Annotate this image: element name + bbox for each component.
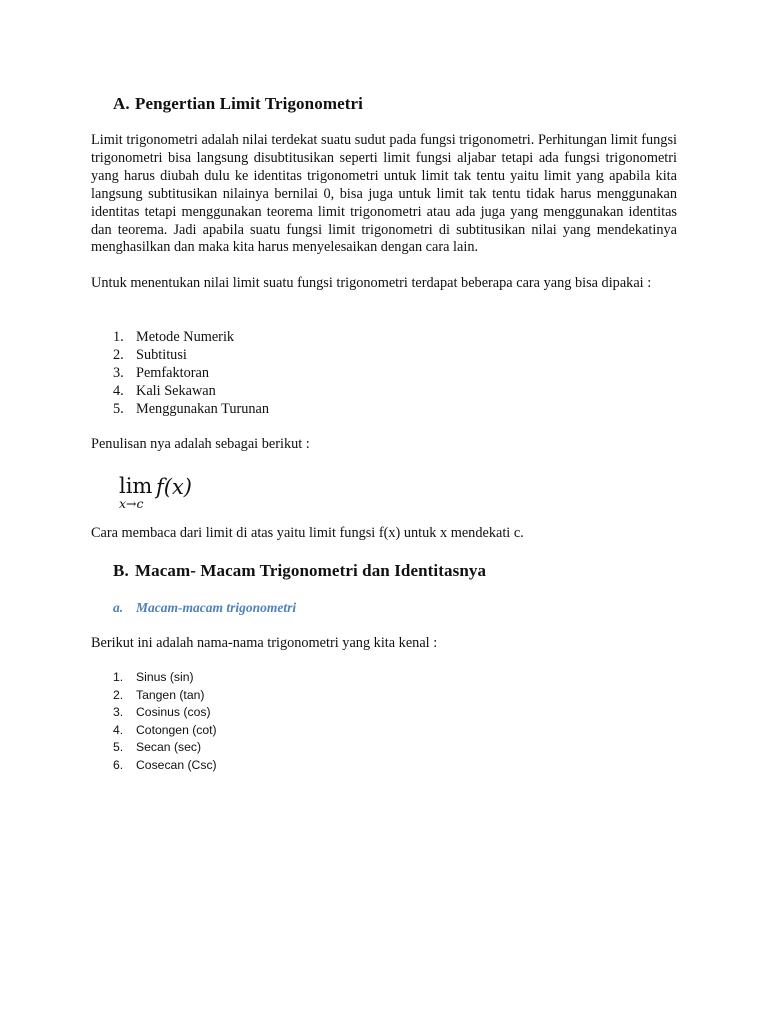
paragraph-names-intro: Berikut ini adalah nama-nama trigonometri yang kita kenal : — [91, 635, 438, 651]
list-item — [91, 347, 269, 365]
section-b-heading — [113, 561, 486, 581]
list-item — [91, 722, 217, 740]
list-item-label: Cosecan (Csc) — [136, 757, 217, 772]
subsection-a-number: a. — [113, 600, 124, 615]
list-item — [91, 757, 217, 775]
paragraph-definition: Limit trigonometri adalah nilai terdekat suatu sudut pada fungsi trigonometri. Perhitungan limit fungsi trigonometri bisa langsung disubtitusikan seperti limit fungsi aljabar tetapi ada fungsi trigonometri yang harus diubah dulu ke identitas trigonometri untuk limit tak tentu yaitu limit yang apabila kita langsung subtitusikan nilainya bernilai 0, bisa juga untuk limit tak tentu tidak harus menggunakan identitas tetapi menggunakan teorema limit trigonometri atau ada juga yang menggunakan identitas dan teorema. Jadi apabila suatu fungsi limit trigonometri di subtitusikan nilai yang mendekatinya menghasilkan dan maka kita harus menyelesaikan dengan cara lain. — [91, 132, 677, 256]
section-b-number: B. — [113, 561, 129, 580]
section-a-number: A. — [113, 94, 130, 113]
list-marker: 5. — [113, 740, 124, 755]
list-item-label: Tangen (tan) — [136, 687, 205, 702]
list-marker: 3. — [113, 364, 124, 381]
list-marker: 1. — [113, 329, 124, 345]
list-item — [91, 669, 217, 687]
section-b-title: Macam- Macam Trigonometri dan Identitasnya — [135, 561, 487, 580]
list-item-label: Subtitusi — [136, 346, 187, 363]
list-marker: 4. — [113, 722, 124, 737]
list-item-label: Cosinus (cos) — [136, 705, 211, 720]
list-marker: 2. — [113, 687, 124, 702]
formula-lim: lim — [119, 474, 153, 498]
list-item — [91, 365, 269, 383]
list-item-label: Cotongen (cot) — [136, 722, 217, 737]
list-item-label: Menggunakan Turunan — [136, 400, 270, 417]
section-a-title: Pengertian Limit Trigonometri — [135, 94, 363, 113]
list-item — [91, 704, 217, 722]
section-a-heading — [113, 94, 363, 114]
subsection-a-heading — [113, 600, 296, 616]
list-item — [91, 383, 269, 401]
list-marker: 3. — [113, 705, 124, 720]
list-marker: 6. — [113, 757, 124, 772]
list-item — [91, 401, 269, 419]
list-item — [91, 329, 269, 347]
list-item-label: Pemfaktoran — [136, 364, 210, 381]
paragraph-notation-intro: Penulisan nya adalah sebagai berikut : — [91, 436, 310, 452]
list-item — [91, 687, 217, 705]
subsection-a-title: Macam-macam trigonometri — [136, 600, 297, 615]
paragraph-methods-intro: Untuk menentukan nilai limit suatu fungsi trigonometri terdapat beberapa cara yang bisa dipakai : — [91, 275, 652, 291]
list-item-label: Sinus (sin) — [136, 670, 194, 684]
list-item-label: Secan (sec) — [136, 740, 202, 755]
list-marker: 1. — [113, 670, 124, 684]
list-marker: 4. — [113, 382, 124, 399]
list-item-label: Kali Sekawan — [136, 382, 216, 399]
methods-list — [91, 329, 269, 419]
paragraph-reading: Cara membaca dari limit di atas yaitu limit fungsi f(x) untuk x mendekati c. — [91, 525, 524, 541]
list-item-label: Metode Numerik — [136, 329, 235, 345]
formula-subscript: x→c — [119, 496, 144, 511]
list-marker: 2. — [113, 346, 124, 363]
list-marker: 5. — [113, 400, 124, 417]
limit-formula — [119, 473, 209, 515]
formula-function: f(x) — [156, 475, 193, 499]
trig-names-list — [91, 669, 217, 775]
list-item — [91, 739, 217, 757]
